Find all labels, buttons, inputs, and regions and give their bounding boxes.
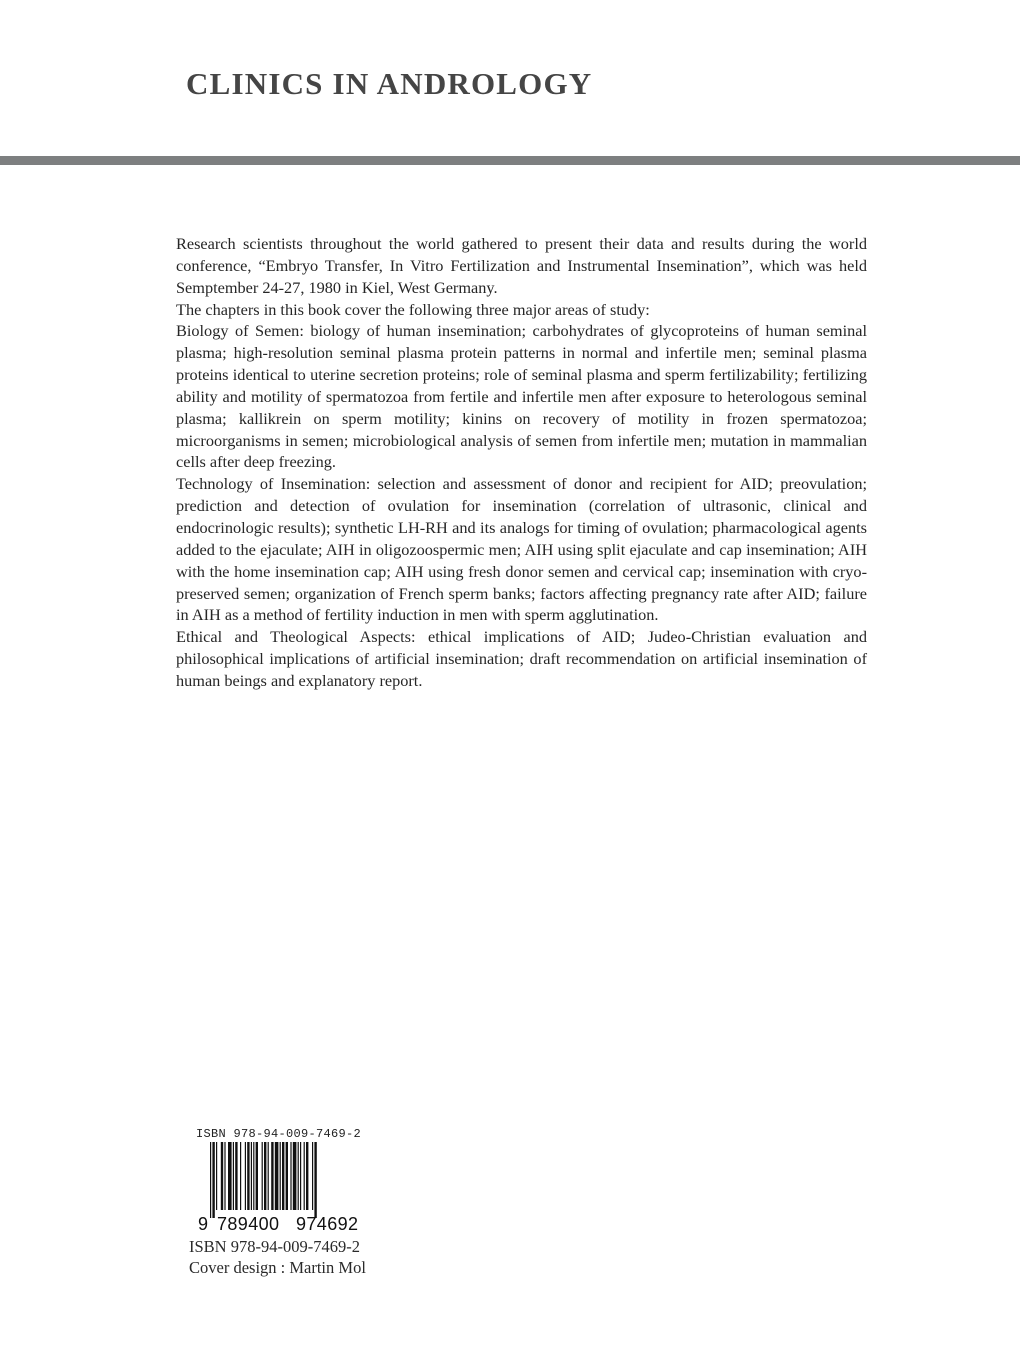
barcode-bar	[304, 1142, 305, 1210]
blurb-paragraph-biology: Biology of Semen: biology of human insemination; carbohydrates of glycoproteins of human seminal plasma; high-resolution seminal plasma protein patterns in normal and infertile men; seminal plasma proteins identical to uterine secretion proteins; role of seminal plasma and sperm fertilizability; fertilizing ability and motility of spermatozoa from fertile and infertile men after exposure to heterologous seminal plasma; kallikrein on sperm motility; kinins on recovery of motility in frozen spermatozoa; microorganisms in semen; microbiological analysis of semen from infertile men; mutation in mammalian cells after deep freezing.	[176, 321, 867, 472]
series-title: CLINICS IN ANDROLOGY	[186, 66, 593, 101]
blurb-paragraph-areas: The chapters in this book cover the following three major areas of study:	[176, 299, 650, 319]
barcode-bar	[235, 1142, 237, 1210]
barcode-bar	[245, 1142, 246, 1210]
barcode-bar	[280, 1142, 281, 1210]
header-rule	[0, 156, 1020, 165]
blurb-paragraph-intro: Research scientists throughout the world gathered to present their data and results during the world conference, “Embryo Transfer, In Vitro Fertilization and Instrumental Insemination”, which was held Semptember 24-27, 1980 in Kiel, West Germany.	[176, 234, 867, 297]
barcode-bar	[262, 1142, 263, 1210]
isbn-barcode	[196, 1127, 386, 1234]
barcode-bar	[216, 1142, 217, 1210]
barcode-bar	[233, 1142, 234, 1210]
back-cover-blurb	[176, 233, 867, 692]
barcode-bar	[293, 1142, 297, 1210]
barcode-bar	[286, 1142, 288, 1210]
barcode-guard-bar	[314, 1142, 316, 1218]
blurb-paragraph-ethics: Ethical and Theological Aspects: ethical implications of AID; Judeo-Christian evaluation and philosophical implications of artificial insemination; draft recommendation on artificial insemination of human beings and explanatory report.	[176, 627, 867, 690]
barcode-bar	[224, 1142, 225, 1210]
barcode-graphic	[196, 1142, 366, 1234]
isbn-text: ISBN 978-94-009-7469-2	[189, 1237, 360, 1256]
barcode-bar	[256, 1142, 258, 1210]
barcode-bar	[247, 1142, 249, 1210]
barcode-digit-lead: 9	[198, 1214, 209, 1234]
barcode-guard-bar	[210, 1142, 211, 1218]
barcode-bar	[264, 1142, 266, 1210]
barcode-bar	[290, 1142, 291, 1210]
barcode-bar	[251, 1142, 252, 1210]
barcode-isbn-label: ISBN 978-94-009-7469-2	[196, 1127, 362, 1141]
barcode-bar	[312, 1142, 313, 1210]
barcode-bar	[298, 1142, 299, 1210]
barcode-bar	[275, 1142, 279, 1210]
barcode-bar	[268, 1142, 269, 1210]
barcode-digits-right: 974692	[296, 1214, 358, 1234]
barcode-bar	[221, 1142, 223, 1210]
barcode-bar	[282, 1142, 284, 1210]
barcode-bar	[253, 1142, 254, 1210]
barcode-bar	[228, 1142, 232, 1210]
barcode-digits-left: 789400	[217, 1214, 279, 1234]
barcode-bar	[240, 1142, 241, 1210]
blurb-paragraph-technology: Technology of Insemination: selection and assessment of donor and recipient for AID; preovulation; prediction and detection of ovulation for insemination (correlation of ultrasonic, clinical and endocrinologic results); synthetic LH-RH and its analogs for timing of ovulation; pharmacological agents added to the ejaculate; AIH in oligozoospermic men; AIH using split ejaculate and cap insemination; AIH with the home insemination cap; AIH using fresh donor semen and cervical cap; insemination with cryo-preserved semen; organization of French sperm banks; factors affecting pregnancy rate after AID; failure in AIH as a method of fertility induction in men with sperm agglutination.	[176, 474, 867, 625]
cover-design-credit: Cover design : Martin Mol	[189, 1258, 366, 1277]
barcode-guard-bar	[212, 1142, 214, 1218]
barcode-bar	[300, 1142, 301, 1210]
barcode-bar	[306, 1142, 308, 1210]
barcode-bar	[271, 1142, 273, 1210]
